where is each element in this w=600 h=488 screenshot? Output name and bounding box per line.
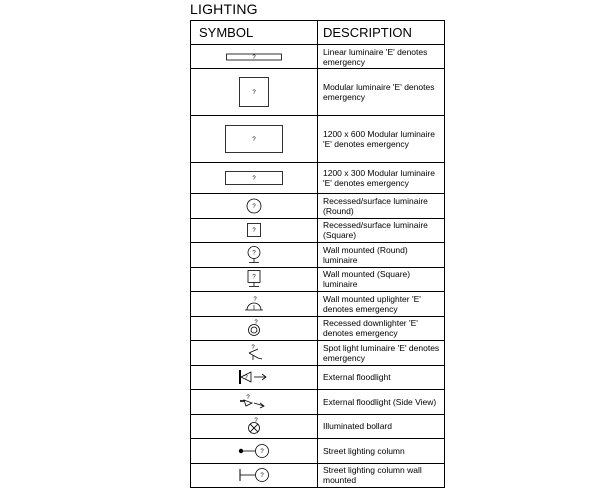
legend-row: [191, 116, 445, 163]
description-cell: Street lighting column: [318, 439, 445, 464]
symbol-cell: [191, 316, 318, 341]
header-row: [191, 21, 445, 45]
legend-row: [191, 163, 445, 194]
legend-row: [191, 414, 445, 439]
svg-text:?: ?: [254, 418, 258, 425]
description-header: DESCRIPTION: [318, 21, 445, 45]
symbol-cell: [191, 365, 318, 390]
svg-text:?: ?: [246, 394, 250, 401]
description-cell: Linear luminaire 'E' denotes emergency: [318, 45, 445, 69]
legend-row: [191, 341, 445, 366]
description-cell: Recessed/surface luminaire (Square): [318, 218, 445, 243]
symbol-cell: [191, 116, 318, 163]
external-floodlight-icon: [239, 369, 269, 385]
svg-text:?: ?: [252, 228, 256, 235]
legend-row: [191, 194, 445, 219]
svg-text:?: ?: [252, 176, 256, 182]
description-cell: Recessed downlighter 'E' denotes emergency: [318, 316, 445, 341]
illuminated-bollard-icon: [246, 417, 262, 435]
legend-row: [191, 243, 445, 268]
street-column-wall-icon: [238, 467, 270, 483]
modular-1200x600-icon: [225, 125, 283, 153]
legend-row: [191, 390, 445, 415]
svg-text:?: ?: [252, 90, 256, 96]
svg-text:?: ?: [252, 203, 256, 210]
modular-luminaire-icon: [239, 77, 269, 107]
description-cell: External floodlight (Side View): [318, 390, 445, 415]
svg-text:?: ?: [244, 375, 248, 382]
symbol-cell: [191, 414, 318, 439]
description-cell: Wall mounted uplighter 'E' denotes emergency: [318, 292, 445, 317]
spot-light-icon: [244, 344, 264, 362]
svg-text:?: ?: [252, 250, 256, 257]
symbol-cell: [191, 194, 318, 219]
legend-row: [191, 45, 445, 69]
description-cell: Wall mounted (Square) luminaire: [318, 267, 445, 292]
description-cell: Recessed/surface luminaire (Round): [318, 194, 445, 219]
description-cell: External floodlight: [318, 365, 445, 390]
description-cell: Spot light luminaire 'E' denotes emergency: [318, 341, 445, 366]
recessed-square-icon: [247, 223, 261, 237]
external-floodlight-side-icon: [238, 394, 270, 410]
legend-row: [191, 463, 445, 488]
symbol-cell: [191, 390, 318, 415]
symbol-header: SYMBOL: [191, 21, 318, 45]
symbol-cell: [191, 243, 318, 268]
page-title: LIGHTING: [190, 1, 258, 17]
legend-table: [190, 20, 445, 488]
street-lighting-column-icon: [238, 443, 270, 459]
recessed-round-icon: [246, 198, 262, 214]
description-cell: Wall mounted (Round) luminaire: [318, 243, 445, 268]
symbol-cell: [191, 341, 318, 366]
description-cell: Street lighting column wall mounted: [318, 463, 445, 488]
symbol-cell: [191, 267, 318, 292]
wall-round-icon: [246, 246, 262, 264]
wall-square-icon: [246, 270, 262, 288]
legend-row: [191, 267, 445, 292]
svg-text:?: ?: [260, 473, 264, 480]
svg-text:?: ?: [252, 274, 256, 281]
legend-row: [191, 69, 445, 116]
symbol-cell: [191, 463, 318, 488]
symbol-cell: [191, 218, 318, 243]
description-cell: Modular luminaire 'E' denotes emergency: [318, 69, 445, 116]
svg-text:?: ?: [252, 54, 256, 61]
legend-row: [191, 439, 445, 464]
svg-text:?: ?: [260, 448, 264, 455]
description-cell: Illuminated bollard: [318, 414, 445, 439]
legend-row: [191, 218, 445, 243]
svg-text:?: ?: [254, 320, 258, 327]
symbol-cell: [191, 439, 318, 464]
description-cell: 1200 x 300 Modular luminaire 'E' denotes emergency: [318, 163, 445, 194]
svg-text:?: ?: [253, 296, 257, 303]
description-cell: 1200 x 600 Modular luminaire 'E' denotes emergency: [318, 116, 445, 163]
legend-row: [191, 365, 445, 390]
linear-luminaire-icon: [226, 52, 282, 62]
svg-text:?: ?: [251, 344, 255, 351]
svg-text:?: ?: [252, 137, 256, 143]
modular-1200x300-icon: [225, 171, 283, 185]
wall-uplighter-icon: [243, 296, 265, 312]
legend-row: [191, 292, 445, 317]
legend-row: [191, 316, 445, 341]
symbol-cell: [191, 69, 318, 116]
symbol-cell: [191, 163, 318, 194]
symbol-cell: [191, 292, 318, 317]
symbol-cell: [191, 45, 318, 69]
recessed-downlighter-icon: [246, 319, 262, 337]
